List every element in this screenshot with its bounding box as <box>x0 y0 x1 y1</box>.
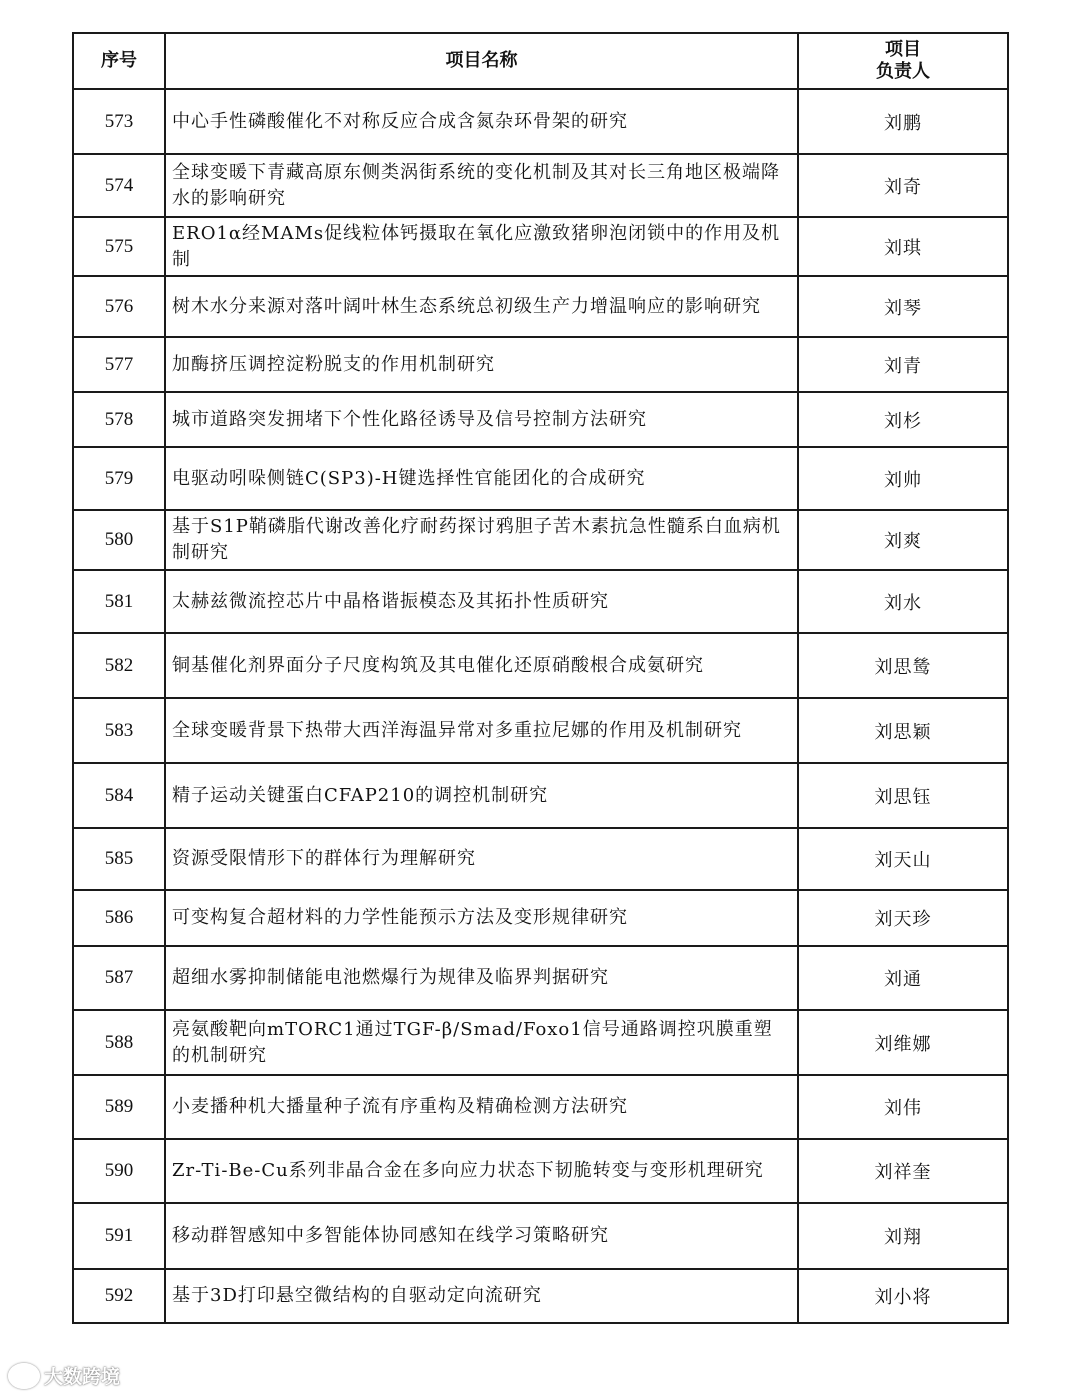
table-row <box>73 1269 1008 1323</box>
row-leader: 刘琪 <box>798 217 1008 276</box>
row-leader: 刘青 <box>798 337 1008 392</box>
row-seq: 578 <box>73 392 165 447</box>
row-seq: 582 <box>73 633 165 698</box>
row-project-name: 城市道路突发拥堵下个性化路径诱导及信号控制方法研究 <box>165 392 798 447</box>
row-leader: 刘通 <box>798 946 1008 1010</box>
row-seq: 588 <box>73 1010 165 1075</box>
table-row <box>73 154 1008 217</box>
row-seq: 589 <box>73 1075 165 1139</box>
row-leader: 刘水 <box>798 570 1008 633</box>
row-leader: 刘小将 <box>798 1269 1008 1323</box>
table-row <box>73 890 1008 946</box>
table-row <box>73 946 1008 1010</box>
header-leader-line1: 项目 <box>885 39 921 60</box>
header-leader <box>798 33 1008 89</box>
row-seq: 586 <box>73 890 165 946</box>
row-project-name: 树木水分来源对落叶阔叶林生态系统总初级生产力增温响应的影响研究 <box>165 276 798 337</box>
row-project-name: 全球变暖下青藏高原东侧类涡街系统的变化机制及其对长三角地区极端降水的影响研究 <box>165 154 798 217</box>
row-project-name: 中心手性磷酸催化不对称反应合成含氮杂环骨架的研究 <box>165 89 798 154</box>
row-leader: 刘琴 <box>798 276 1008 337</box>
row-project-name: 加酶挤压调控淀粉脱支的作用机制研究 <box>165 337 798 392</box>
row-project-name: 基于S1P鞘磷脂代谢改善化疗耐药探讨鸦胆子苦木素抗急性髓系白血病机制研究 <box>165 510 798 570</box>
table-row <box>73 217 1008 276</box>
row-leader: 刘翔 <box>798 1203 1008 1269</box>
row-leader: 刘思钰 <box>798 763 1008 828</box>
row-leader: 刘思颖 <box>798 698 1008 763</box>
row-project-name: 可变构复合超材料的力学性能预示方法及变形规律研究 <box>165 890 798 946</box>
row-leader: 刘鹏 <box>798 89 1008 154</box>
row-leader: 刘帅 <box>798 447 1008 510</box>
table-row <box>73 1139 1008 1203</box>
row-project-name: 超细水雾抑制储能电池燃爆行为规律及临界判据研究 <box>165 946 798 1010</box>
row-leader: 刘奇 <box>798 154 1008 217</box>
row-project-name: 铜基催化剂界面分子尺度构筑及其电催化还原硝酸根合成氨研究 <box>165 633 798 698</box>
row-project-name: ERO1α经MAMs促线粒体钙摄取在氧化应激致猪卵泡闭锁中的作用及机制 <box>165 217 798 276</box>
row-seq: 587 <box>73 946 165 1010</box>
table-row <box>73 633 1008 698</box>
row-leader: 刘天珍 <box>798 890 1008 946</box>
row-project-name: 移动群智感知中多智能体协同感知在线学习策略研究 <box>165 1203 798 1269</box>
table-row <box>73 276 1008 337</box>
row-project-name: 电驱动吲哚侧链C(SP3)-H键选择性官能团化的合成研究 <box>165 447 798 510</box>
row-seq: 584 <box>73 763 165 828</box>
row-leader: 刘思鸶 <box>798 633 1008 698</box>
row-seq: 581 <box>73 570 165 633</box>
table-row <box>73 392 1008 447</box>
table-row <box>73 828 1008 890</box>
table-row <box>73 89 1008 154</box>
row-project-name: 亮氨酸靶向mTORC1通过TGF-β/Smad/Foxo1信号通路调控巩膜重塑的机制研究 <box>165 1010 798 1075</box>
row-seq: 585 <box>73 828 165 890</box>
header-seq: 序号 <box>73 33 165 89</box>
table-row <box>73 510 1008 570</box>
header-leader-line2: 负责人 <box>876 61 930 82</box>
row-seq: 583 <box>73 698 165 763</box>
row-leader: 刘天山 <box>798 828 1008 890</box>
header-row <box>73 33 1008 89</box>
watermark-text: 大数跨境 <box>44 1366 121 1388</box>
row-project-name: 全球变暖背景下热带大西洋海温异常对多重拉尼娜的作用及机制研究 <box>165 698 798 763</box>
table-row <box>73 337 1008 392</box>
row-leader: 刘爽 <box>798 510 1008 570</box>
row-seq: 592 <box>73 1269 165 1323</box>
watermark-logo-icon <box>8 1363 40 1389</box>
watermark <box>8 1362 120 1389</box>
row-seq: 580 <box>73 510 165 570</box>
row-seq: 576 <box>73 276 165 337</box>
row-project-name: 资源受限情形下的群体行为理解研究 <box>165 828 798 890</box>
row-seq: 590 <box>73 1139 165 1203</box>
table-row <box>73 1010 1008 1075</box>
table-row <box>73 447 1008 510</box>
row-seq: 591 <box>73 1203 165 1269</box>
row-seq: 574 <box>73 154 165 217</box>
header-project-name: 项目名称 <box>165 33 798 89</box>
row-seq: 575 <box>73 217 165 276</box>
row-project-name: 小麦播种机大播量种子流有序重构及精确检测方法研究 <box>165 1075 798 1139</box>
row-seq: 573 <box>73 89 165 154</box>
row-project-name: Zr-Ti-Be-Cu系列非晶合金在多向应力状态下韧脆转变与变形机理研究 <box>165 1139 798 1203</box>
row-leader: 刘杉 <box>798 392 1008 447</box>
table-row <box>73 763 1008 828</box>
row-project-name: 太赫兹微流控芯片中晶格谐振模态及其拓扑性质研究 <box>165 570 798 633</box>
row-seq: 577 <box>73 337 165 392</box>
row-project-name: 基于3D打印悬空微结构的自驱动定向流研究 <box>165 1269 798 1323</box>
row-leader: 刘伟 <box>798 1075 1008 1139</box>
row-project-name: 精子运动关键蛋白CFAP210的调控机制研究 <box>165 763 798 828</box>
project-table <box>72 32 1009 1324</box>
table-row <box>73 570 1008 633</box>
row-seq: 579 <box>73 447 165 510</box>
table-row <box>73 698 1008 763</box>
row-leader: 刘祥奎 <box>798 1139 1008 1203</box>
table-row <box>73 1203 1008 1269</box>
row-leader: 刘维娜 <box>798 1010 1008 1075</box>
table-row <box>73 1075 1008 1139</box>
